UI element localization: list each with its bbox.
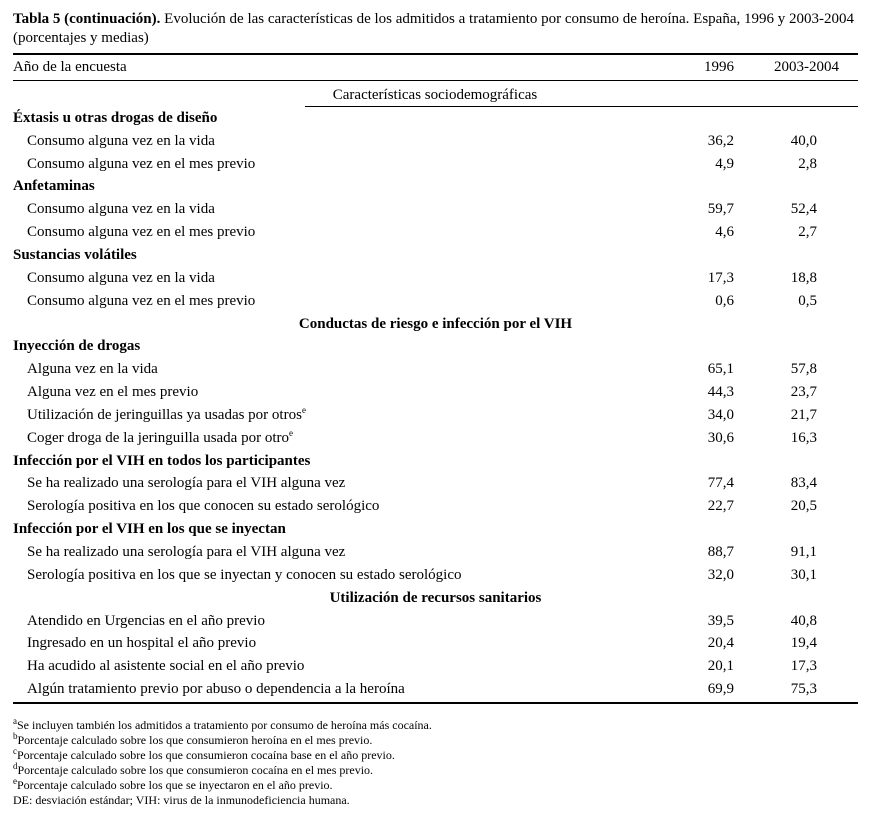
value-2003-2004: 91,1 bbox=[790, 544, 817, 560]
value-2003-2004: 40,0 bbox=[790, 133, 817, 149]
table-row bbox=[13, 495, 858, 517]
footnote-letter: b bbox=[13, 731, 18, 741]
table-row bbox=[13, 678, 858, 700]
table-row bbox=[13, 290, 858, 312]
row-label bbox=[27, 427, 293, 449]
row-label bbox=[27, 541, 345, 563]
row-label-text: Infección por el VIH en todos los participantes bbox=[13, 453, 311, 469]
value-1996: 4,6 bbox=[715, 224, 734, 240]
footnote-letter: e bbox=[13, 776, 17, 786]
table-caption-text: Evolución de las características de los admitidos a tratamiento por consumo de heroína. España, 1996 y 2003-2004 (porcentajes y medias) bbox=[13, 11, 854, 46]
table-row bbox=[13, 153, 858, 175]
footnotes bbox=[13, 718, 432, 808]
row-label-text: Consumo alguna vez en la vida bbox=[27, 270, 215, 286]
value-2003-2004: 57,8 bbox=[790, 361, 817, 377]
table-row bbox=[13, 130, 858, 152]
header-label: Año de la encuesta bbox=[13, 59, 127, 75]
row-label bbox=[27, 404, 306, 426]
group-heading bbox=[13, 107, 217, 129]
row-label-text: Consumo alguna vez en el mes previo bbox=[27, 224, 256, 240]
table-header-row bbox=[13, 56, 858, 78]
table-row bbox=[13, 541, 858, 563]
header-col-2003-2004: 2003-2004 bbox=[774, 59, 839, 75]
footnote-letter: a bbox=[13, 716, 17, 726]
table-row bbox=[13, 610, 858, 632]
value-2003-2004: 17,3 bbox=[790, 658, 817, 674]
row-label-text: Serología positiva en los que conocen su estado serológico bbox=[27, 498, 380, 514]
group-heading bbox=[13, 244, 137, 266]
value-1996: 22,7 bbox=[707, 498, 734, 514]
footnote bbox=[13, 778, 432, 793]
value-2003-2004: 21,7 bbox=[790, 407, 817, 423]
group-heading bbox=[13, 335, 140, 357]
row-label-text: Consumo alguna vez en el mes previo bbox=[27, 156, 256, 172]
value-1996: 88,7 bbox=[707, 544, 734, 560]
value-1996: 32,0 bbox=[707, 567, 734, 583]
row-label-text: Consumo alguna vez en el mes previo bbox=[27, 293, 256, 309]
value-2003-2004: 16,3 bbox=[790, 430, 817, 446]
row-label bbox=[27, 153, 255, 175]
value-1996: 77,4 bbox=[707, 475, 734, 491]
row-label bbox=[27, 130, 215, 152]
group-heading-row bbox=[13, 175, 858, 197]
row-label bbox=[27, 678, 405, 700]
value-1996: 59,7 bbox=[707, 201, 734, 217]
row-label-text: Consumo alguna vez en la vida bbox=[27, 201, 215, 217]
table-row bbox=[13, 427, 858, 449]
top-rule bbox=[13, 53, 858, 55]
row-label-text: Serología positiva en los que se inyectan y conocen su estado serológico bbox=[27, 567, 462, 583]
group-heading-row bbox=[13, 450, 858, 472]
value-1996: 20,4 bbox=[707, 635, 734, 651]
row-label-text: Consumo alguna vez en la vida bbox=[27, 133, 215, 149]
row-label-text: Coger droga de la jeringuilla usada por otro bbox=[27, 430, 290, 446]
group-heading bbox=[13, 450, 310, 472]
group-heading-row bbox=[13, 244, 858, 266]
value-2003-2004: 83,4 bbox=[790, 475, 817, 491]
row-label-text: Anfetaminas bbox=[13, 178, 95, 194]
table-caption-title: Tabla 5 (continuación). bbox=[13, 11, 161, 27]
table-row bbox=[13, 221, 858, 243]
row-label bbox=[27, 267, 215, 289]
row-label-text: Sustancias volátiles bbox=[13, 247, 137, 263]
value-2003-2004: 2,8 bbox=[798, 156, 817, 172]
row-label bbox=[27, 655, 304, 677]
row-label-text: Ingresado en un hospital el año previo bbox=[27, 635, 257, 651]
row-label-text: Atendido en Urgencias en el año previo bbox=[27, 613, 265, 629]
row-label bbox=[27, 198, 215, 220]
value-2003-2004: 19,4 bbox=[790, 635, 817, 651]
value-2003-2004: 2,7 bbox=[798, 224, 817, 240]
group-heading bbox=[13, 518, 286, 540]
footnote-text: Se incluyen también los admitidos a tratamiento por consumo de heroína más cocaína. bbox=[17, 718, 432, 732]
header-col-1996: 1996 bbox=[704, 59, 734, 75]
row-label bbox=[27, 610, 265, 632]
value-1996: 30,6 bbox=[707, 430, 734, 446]
row-label bbox=[27, 495, 379, 517]
row-label bbox=[27, 381, 198, 403]
row-label bbox=[27, 472, 345, 494]
footnote bbox=[13, 718, 432, 733]
footnote-marker: e bbox=[301, 405, 306, 415]
footnote-text: Porcentaje calculado sobre los que se inyectaron en el año previo. bbox=[17, 778, 333, 792]
value-1996: 69,9 bbox=[707, 681, 734, 697]
value-1996: 4,9 bbox=[715, 156, 734, 172]
group-heading-row bbox=[13, 518, 858, 540]
value-2003-2004: 23,7 bbox=[790, 384, 817, 400]
row-label-text: Infección por el VIH en los que se inyectan bbox=[13, 521, 286, 537]
row-label bbox=[27, 221, 255, 243]
row-label-text: Algún tratamiento previo por abuso o dependencia a la heroína bbox=[27, 681, 405, 697]
group-heading-row bbox=[13, 107, 858, 129]
footnote bbox=[13, 763, 432, 778]
row-label bbox=[27, 564, 461, 586]
table-row bbox=[13, 381, 858, 403]
table-row bbox=[13, 564, 858, 586]
row-label-text: Inyección de drogas bbox=[13, 338, 141, 354]
table-row bbox=[13, 267, 858, 289]
bottom-rule bbox=[13, 702, 858, 704]
table-row bbox=[13, 404, 858, 426]
row-label-text: Ha acudido al asistente social en el año previo bbox=[27, 658, 305, 674]
value-1996: 44,3 bbox=[707, 384, 734, 400]
header-rule bbox=[13, 80, 858, 81]
row-label bbox=[27, 290, 255, 312]
table-row bbox=[13, 358, 858, 380]
value-1996: 34,0 bbox=[707, 407, 734, 423]
group-heading bbox=[13, 175, 95, 197]
value-1996: 20,1 bbox=[707, 658, 734, 674]
row-label-text: Se ha realizado una serología para el VIH alguna vez bbox=[27, 475, 346, 491]
value-2003-2004: 40,8 bbox=[790, 613, 817, 629]
value-1996: 65,1 bbox=[707, 361, 734, 377]
value-2003-2004: 30,1 bbox=[790, 567, 817, 583]
footnote-text: DE: desviación estándar; VIH: virus de la inmunodeficiencia humana. bbox=[13, 793, 350, 807]
table-row bbox=[13, 472, 858, 494]
value-1996: 36,2 bbox=[707, 133, 734, 149]
row-label-text: Utilización de jeringuillas ya usadas por otros bbox=[27, 407, 302, 423]
value-2003-2004: 18,8 bbox=[790, 270, 817, 286]
footnote-letter: d bbox=[13, 761, 18, 771]
row-label-text: Alguna vez en la vida bbox=[27, 361, 158, 377]
value-1996: 0,6 bbox=[715, 293, 734, 309]
table-row bbox=[13, 655, 858, 677]
table-row bbox=[13, 198, 858, 220]
group-heading-row bbox=[13, 335, 858, 357]
row-label bbox=[27, 632, 256, 654]
value-1996: 17,3 bbox=[707, 270, 734, 286]
section-heading: Utilización de recursos sanitarios bbox=[329, 590, 542, 606]
value-2003-2004: 0,5 bbox=[798, 293, 817, 309]
value-2003-2004: 20,5 bbox=[790, 498, 817, 514]
footnote bbox=[13, 733, 432, 748]
table-row bbox=[13, 632, 858, 654]
row-label-text: Se ha realizado una serología para el VIH alguna vez bbox=[27, 544, 346, 560]
value-1996: 39,5 bbox=[707, 613, 734, 629]
section-heading: Conductas de riesgo e infección por el VIH bbox=[298, 316, 573, 332]
footnote bbox=[13, 748, 432, 763]
footnote-letter: c bbox=[13, 746, 17, 756]
section-heading: Características sociodemográficas bbox=[332, 87, 538, 103]
footnote bbox=[13, 793, 432, 808]
value-2003-2004: 75,3 bbox=[790, 681, 817, 697]
footnote-text: Porcentaje calculado sobre los que consumieron cocaína en el mes previo. bbox=[17, 763, 374, 777]
value-2003-2004: 52,4 bbox=[790, 201, 817, 217]
row-label bbox=[27, 358, 158, 380]
footnote-text: Porcentaje calculado sobre los que consumieron cocaína base en el año previo. bbox=[17, 748, 395, 762]
footnote-text: Porcentaje calculado sobre los que consumieron heroína en el mes previo. bbox=[17, 733, 373, 747]
table-caption bbox=[13, 10, 868, 48]
footnote-marker: e bbox=[289, 428, 294, 438]
row-label-text: Alguna vez en el mes previo bbox=[27, 384, 199, 400]
row-label-text: Éxtasis u otras drogas de diseño bbox=[13, 110, 218, 126]
